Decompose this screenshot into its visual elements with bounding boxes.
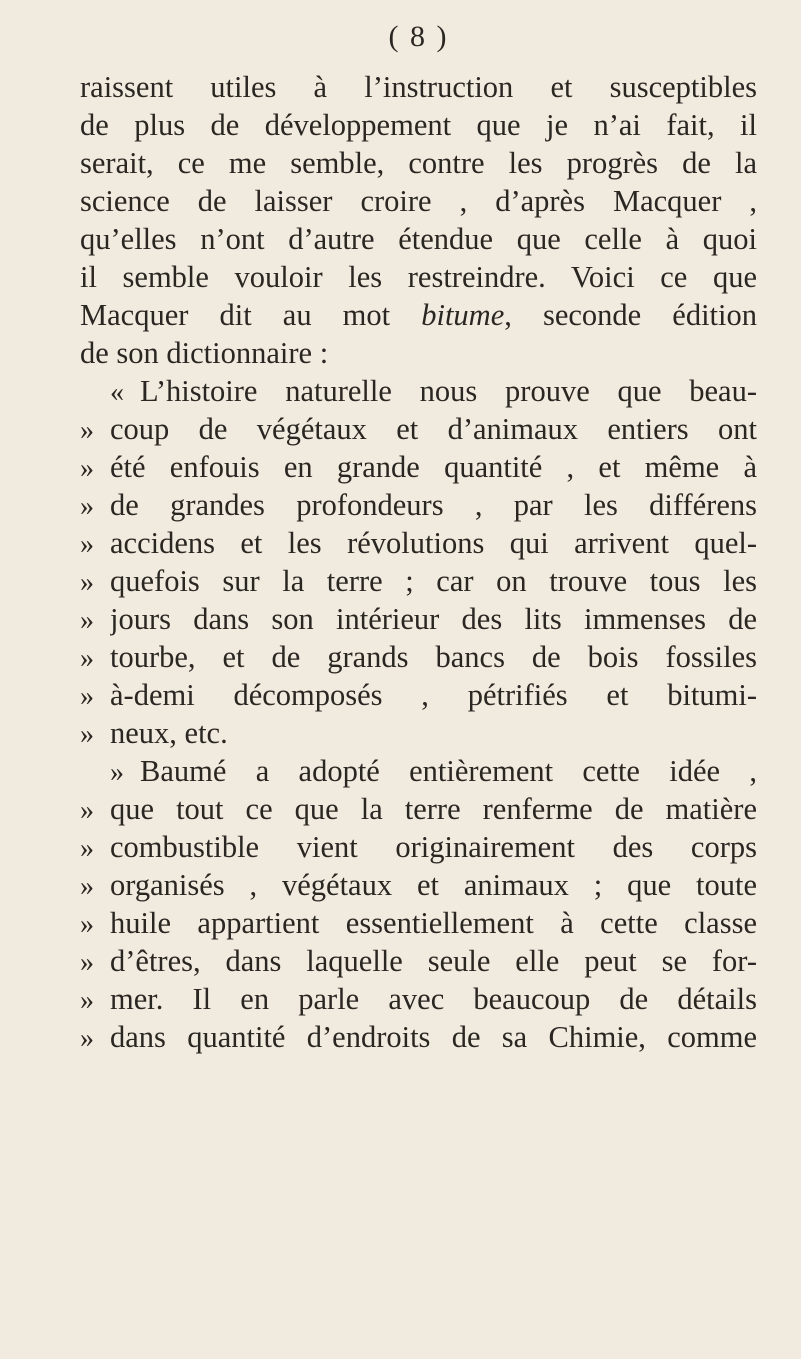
guillemet-marker: » (110, 757, 124, 788)
quote-text: tourbe, et de grands bancs de bois fossiles (110, 640, 757, 674)
guillemet-marker: » (80, 681, 94, 712)
guillemet-marker: » (80, 909, 94, 940)
quote-text: L’histoire naturelle nous prouve que beau- (140, 374, 757, 408)
quote-line (80, 980, 757, 1018)
text-line: serait, ce me semble, contre les progrès de la (80, 146, 757, 180)
quote-text: organisés , végétaux et animaux ; que toute (110, 868, 757, 902)
quote-text: que tout ce que la terre renferme de matière (110, 792, 757, 826)
quote-text: combustible vient originairement des corps (110, 830, 757, 864)
text-line: science de laisser croire , d’après Macquer , (80, 184, 757, 218)
quote-text: Baumé a adopté entièrement cette idée , (140, 754, 757, 788)
quote-line (80, 372, 757, 410)
guillemet-marker: » (80, 643, 94, 674)
quote-line (80, 942, 757, 980)
open-guillemet: « (110, 377, 124, 408)
italic-word-bitume: bitume (421, 298, 505, 332)
quote-text: accidens et les révolutions qui arrivent quel- (110, 526, 757, 560)
page-number: ( 8 ) (388, 20, 449, 53)
quote-line (80, 828, 757, 866)
text-line: de son dictionnaire : (80, 336, 329, 370)
quote-text: été enfouis en grande quantité , et même à (110, 450, 757, 484)
quote-text: neux, etc. (110, 716, 228, 750)
quote-line (80, 448, 757, 486)
quote-text: jours dans son intérieur des lits immenses de (110, 602, 757, 636)
text-line: de plus de développement que je n’ai fait, il (80, 108, 757, 142)
guillemet-marker: » (80, 453, 94, 484)
text-line: qu’elles n’ont d’autre étendue que celle à quoi (80, 222, 757, 256)
text-segment: , seconde édition (504, 298, 758, 332)
text-line: raissent utiles à l’instruction et susceptibles (80, 70, 757, 104)
quote-line (80, 638, 757, 676)
text-line: il semble vouloir les restreindre. Voici ce que (80, 260, 757, 294)
quotation-macquer (80, 372, 757, 752)
quote-line (80, 866, 757, 904)
guillemet-marker: » (80, 567, 94, 598)
quote-text: à-demi décomposés , pétrifiés et bitumi- (110, 678, 757, 712)
paragraph-intro (80, 68, 757, 372)
quote-text: quefois sur la terre ; car on trouve tous les (110, 564, 757, 598)
quote-text: dans quantité d’endroits de sa Chimie, comme (110, 1020, 757, 1054)
guillemet-marker: » (80, 833, 94, 864)
quote-line (80, 714, 757, 752)
guillemet-marker: » (80, 415, 94, 446)
guillemet-marker: » (80, 719, 94, 750)
quote-line (80, 752, 757, 790)
guillemet-marker: » (80, 985, 94, 1016)
quote-line (80, 790, 757, 828)
quote-line (80, 524, 757, 562)
quote-line (80, 562, 757, 600)
quote-text: mer. Il en parle avec beaucoup de détails (110, 982, 757, 1016)
guillemet-marker: » (80, 871, 94, 902)
quote-text: coup de végétaux et d’animaux entiers ont (110, 412, 757, 446)
quote-line (80, 904, 757, 942)
guillemet-marker: » (80, 947, 94, 978)
quote-line (80, 1018, 757, 1056)
guillemet-marker: » (80, 529, 94, 560)
text-line-bitume (80, 296, 757, 334)
text-segment: Macquer dit au mot (80, 298, 391, 332)
guillemet-marker: » (80, 1023, 94, 1054)
guillemet-marker: » (80, 605, 94, 636)
quotation-baume (80, 752, 757, 1056)
quote-line (80, 676, 757, 714)
quote-text: huile appartient essentiellement à cette classe (110, 906, 757, 940)
quote-text: d’êtres, dans laquelle seule elle peut se for- (110, 944, 757, 978)
quote-line (80, 410, 757, 448)
quote-line (80, 486, 757, 524)
quote-line (80, 600, 757, 638)
quote-text: de grandes profondeurs , par les différens (110, 488, 757, 522)
guillemet-marker: » (80, 795, 94, 826)
guillemet-marker: » (80, 491, 94, 522)
